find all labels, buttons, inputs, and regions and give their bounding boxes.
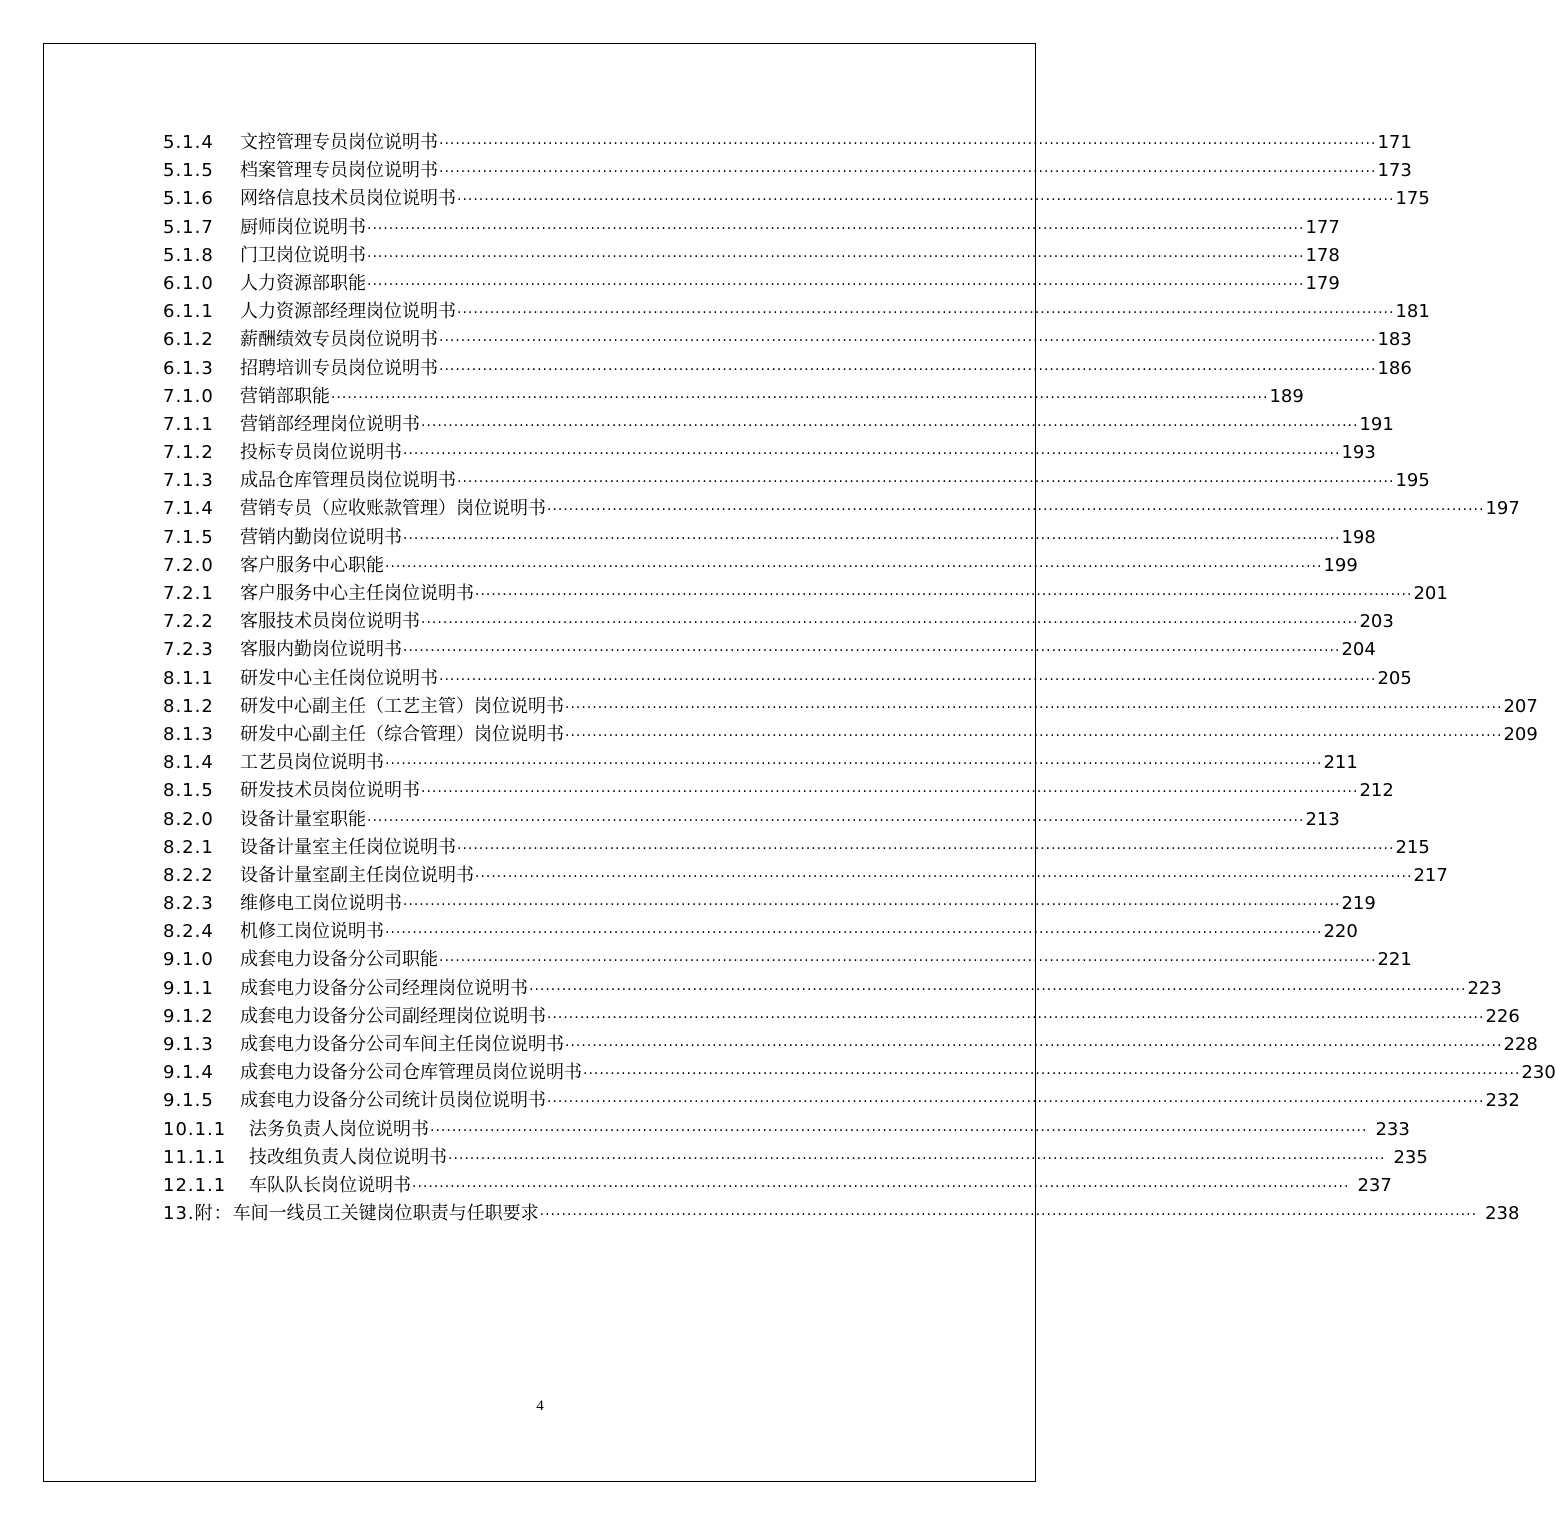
- toc-entry-title: 营销内勤岗位说明书: [240, 526, 402, 548]
- toc-entry[interactable]: [163, 1200, 1520, 1228]
- toc-entry-leader: ············································································································································································: [403, 643, 1341, 660]
- toc-entry-title: 成套电力设备分公司经理岗位说明书: [240, 977, 528, 999]
- toc-entry-number: 6.1.2: [163, 329, 214, 351]
- toc-entry[interactable]: [163, 185, 1430, 213]
- toc-entry-title: 档案管理专员岗位说明书: [240, 160, 438, 182]
- toc-entry[interactable]: [163, 1003, 1520, 1031]
- toc-entry-page: 204: [1341, 639, 1376, 661]
- toc-entry-leader: ············································································································································································: [439, 671, 1377, 688]
- toc-entry-page: 217: [1413, 864, 1448, 886]
- toc-entry-leader: ············································································································································································: [457, 840, 1395, 857]
- toc-entry-title: 成套电力设备分公司仓库管理员岗位说明书: [240, 1062, 582, 1084]
- toc-entry-number: 10.1.1: [163, 1118, 227, 1140]
- toc-entry[interactable]: [163, 1144, 1428, 1172]
- toc-entry-title: 客服技术员岗位说明书: [240, 611, 420, 633]
- toc-entry[interactable]: [163, 890, 1376, 918]
- toc-entry-number: 9.1.0: [163, 949, 214, 971]
- toc-entry-leader: ············································································································································································: [439, 136, 1377, 152]
- toc-entry-number: 13.附：: [163, 1203, 233, 1225]
- toc-entry-page: 197: [1485, 498, 1520, 520]
- toc-entry-page: 171: [1377, 132, 1412, 153]
- toc-entry-number: 7.1.2: [163, 442, 214, 464]
- toc-entry-number: 8.1.5: [163, 780, 214, 802]
- toc-entry-leader: ············································································································································································: [457, 305, 1395, 322]
- toc-entry-page: 226: [1485, 1005, 1520, 1027]
- toc-entry[interactable]: [163, 1031, 1538, 1059]
- toc-entry-number: 9.1.4: [163, 1062, 214, 1084]
- toc-entry-title: 车间一线员工关键岗位职责与任职要求: [232, 1203, 539, 1225]
- toc-entry-title: 营销部经理岗位说明书: [240, 413, 420, 435]
- toc-entry[interactable]: [163, 411, 1394, 439]
- toc-entry-leader: ············································································································································································: [547, 1009, 1485, 1026]
- toc-entry-number: 7.1.0: [163, 385, 214, 407]
- toc-entry-leader: ············································································································································································: [403, 897, 1341, 914]
- toc-entry[interactable]: [163, 298, 1430, 326]
- toc-entry-number: 8.1.2: [163, 695, 214, 717]
- toc-entry-title: 机修工岗位说明书: [240, 921, 384, 943]
- toc-entry-title: 设备计量室副主任岗位说明书: [240, 864, 474, 886]
- toc-entry-title: 客服内勤岗位说明书: [240, 639, 402, 661]
- toc-entry-number: 8.1.1: [163, 667, 214, 689]
- toc-entry-leader: ············································································································································································: [385, 558, 1323, 575]
- toc-entry-page: 207: [1503, 695, 1538, 717]
- toc-entry-leader: ············································································································································································: [448, 1150, 1386, 1167]
- toc-entry-number: 8.2.1: [163, 836, 214, 858]
- toc-entry-page: 181: [1395, 301, 1430, 323]
- toc-entry-leader: ············································································································································································: [565, 1038, 1503, 1054]
- toc-entry-title: 成套电力设备分公司车间主任岗位说明书: [240, 1034, 564, 1055]
- page-number: 4: [536, 1398, 544, 1414]
- toc-entry[interactable]: [163, 693, 1538, 721]
- toc-entry-number: 5.1.8: [163, 244, 214, 266]
- toc-entry-page: 203: [1359, 611, 1394, 633]
- toc-entry[interactable]: [163, 326, 1412, 354]
- toc-entry-number: 5.1.4: [163, 132, 214, 153]
- toc-entry-number: 6.1.3: [163, 357, 214, 379]
- toc-entry-number: 12.1.1: [163, 1174, 227, 1196]
- toc-entry-number: 6.1.1: [163, 301, 214, 323]
- toc-entry-number: 7.2.0: [163, 554, 214, 576]
- toc-entry-title: 车队队长岗位说明书: [249, 1174, 411, 1196]
- toc-entry-number: 7.2.3: [163, 639, 214, 661]
- toc-entry[interactable]: [163, 918, 1358, 946]
- toc-entry-title: 门卫岗位说明书: [240, 244, 366, 266]
- toc-entry-leader: ············································································································································································: [367, 248, 1305, 265]
- toc-entry-leader: ············································································································································································: [565, 699, 1503, 716]
- toc-entry-title: 网络信息技术员岗位说明书: [240, 188, 456, 210]
- toc-entry-page: 235: [1393, 1146, 1428, 1168]
- toc-entry-page: 183: [1377, 329, 1412, 351]
- toc-entry[interactable]: [163, 467, 1430, 495]
- toc-entry[interactable]: [163, 524, 1376, 552]
- toc-entry-title: 成套电力设备分公司统计员岗位说明书: [240, 1090, 546, 1112]
- toc-entry[interactable]: [163, 806, 1340, 834]
- toc-entry-number: 8.2.3: [163, 893, 214, 915]
- toc-entry-number: 8.2.4: [163, 921, 214, 943]
- toc-entry-title: 人力资源部经理岗位说明书: [240, 301, 456, 323]
- toc-entry[interactable]: [163, 636, 1376, 664]
- toc-entry-leader: ············································································································································································: [547, 502, 1485, 519]
- toc-entry-number: 7.1.4: [163, 498, 214, 520]
- toc-entry-leader: ············································································································································································: [421, 417, 1359, 434]
- toc-entry[interactable]: [163, 129, 1412, 157]
- toc-entry-title: 营销专员（应收账款管理）岗位说明书: [240, 498, 546, 520]
- toc-entry[interactable]: [163, 1172, 1392, 1200]
- toc-entry[interactable]: [163, 242, 1340, 270]
- toc-entry-leader: ············································································································································································: [539, 1207, 1478, 1224]
- toc-entry-leader: ············································································································································································: [529, 981, 1467, 998]
- toc-entry-title: 投标专员岗位说明书: [240, 442, 402, 464]
- toc-entry-title: 成套电力设备分公司副经理岗位说明书: [240, 1005, 546, 1027]
- toc-entry-page: 179: [1305, 272, 1340, 294]
- toc-entry-page: 191: [1359, 413, 1394, 435]
- toc-entry-title: 招聘培训专员岗位说明书: [240, 357, 438, 379]
- toc-entry-title: 研发中心主任岗位说明书: [240, 667, 438, 689]
- toc-entry-number: 7.1.5: [163, 526, 214, 548]
- toc-entry-page: 220: [1323, 921, 1358, 943]
- toc-entry[interactable]: [163, 721, 1538, 749]
- toc-entry-leader: ············································································································································································: [331, 389, 1269, 406]
- toc-entry[interactable]: [163, 665, 1412, 693]
- toc-entry-leader: ············································································································································································: [412, 1178, 1350, 1195]
- toc-entry-title: 人力资源部职能: [240, 272, 366, 294]
- toc-entry-leader: ············································································································································································: [367, 220, 1305, 237]
- table-of-contents: [163, 129, 1556, 1228]
- toc-entry[interactable]: [163, 608, 1394, 636]
- toc-entry-number: 9.1.5: [163, 1090, 214, 1112]
- toc-entry[interactable]: [163, 355, 1412, 383]
- toc-entry-title: 技改组负责人岗位说明书: [249, 1146, 447, 1168]
- toc-entry-leader: ············································································································································································: [475, 587, 1413, 603]
- toc-entry-leader: ············································································································································································: [457, 474, 1395, 491]
- toc-entry-leader: ············································································································································································: [439, 361, 1377, 378]
- toc-entry-leader: ············································································································································································: [403, 446, 1341, 463]
- toc-entry[interactable]: [163, 777, 1394, 805]
- toc-entry-number: 9.1.1: [163, 977, 214, 999]
- toc-entry-page: 186: [1377, 357, 1412, 379]
- toc-entry[interactable]: [163, 1116, 1410, 1144]
- toc-entry-page: 223: [1467, 977, 1502, 999]
- toc-entry-number: 7.1.1: [163, 413, 214, 435]
- toc-entry-page: 193: [1341, 442, 1376, 464]
- toc-entry-number: 9.1.3: [163, 1034, 214, 1055]
- toc-entry-page: 189: [1269, 385, 1304, 407]
- toc-entry[interactable]: [163, 214, 1340, 242]
- toc-entry-page: 219: [1341, 893, 1376, 915]
- toc-entry-number: 7.2.2: [163, 611, 214, 633]
- toc-entry-title: 研发中心副主任（综合管理）岗位说明书: [240, 723, 564, 745]
- toc-entry-number: 8.2.0: [163, 808, 214, 830]
- toc-entry-leader: ············································································································································································: [583, 1066, 1521, 1083]
- toc-entry-number: 5.1.5: [163, 160, 214, 182]
- toc-entry[interactable]: [163, 580, 1448, 608]
- toc-entry-number: 6.1.0: [163, 272, 214, 294]
- toc-entry-leader: ············································································································································································: [385, 925, 1323, 942]
- toc-entry-page: 201: [1413, 583, 1448, 604]
- toc-entry[interactable]: [163, 975, 1502, 1003]
- toc-entry[interactable]: [163, 749, 1358, 777]
- toc-entry-title: 法务负责人岗位说明书: [249, 1118, 429, 1140]
- toc-entry[interactable]: [163, 834, 1430, 862]
- toc-entry-leader: ············································································································································································: [439, 953, 1377, 970]
- toc-entry-leader: ············································································································································································: [565, 727, 1503, 744]
- toc-entry-page: 228: [1503, 1034, 1538, 1055]
- toc-entry-title: 成品仓库管理员岗位说明书: [240, 470, 456, 492]
- toc-entry-number: 7.2.1: [163, 583, 214, 604]
- toc-entry-page: 212: [1359, 780, 1394, 802]
- toc-entry[interactable]: [163, 946, 1412, 974]
- toc-entry-number: 11.1.1: [163, 1146, 227, 1168]
- toc-entry-page: 205: [1377, 667, 1412, 689]
- toc-entry-leader: ············································································································································································: [367, 276, 1305, 293]
- toc-entry-title: 设备计量室主任岗位说明书: [240, 836, 456, 858]
- toc-entry-page: 175: [1395, 188, 1430, 210]
- toc-entry-page: 221: [1377, 949, 1412, 971]
- toc-entry-leader: ············································································································································································: [430, 1122, 1368, 1139]
- toc-entry-page: 213: [1305, 808, 1340, 830]
- toc-entry-title: 维修电工岗位说明书: [240, 893, 402, 915]
- toc-entry-page: 173: [1377, 160, 1412, 182]
- toc-entry-title: 厨师岗位说明书: [240, 216, 366, 238]
- toc-entry[interactable]: [163, 157, 1412, 185]
- toc-entry-leader: ············································································································································································: [403, 530, 1341, 547]
- toc-entry-leader: ············································································································································································: [421, 615, 1359, 632]
- toc-entry-leader: ············································································································································································: [367, 812, 1305, 829]
- toc-entry-title: 研发技术员岗位说明书: [240, 780, 420, 802]
- toc-entry-page: 178: [1305, 244, 1340, 266]
- toc-entry-number: 8.2.2: [163, 864, 214, 886]
- toc-entry-page: 232: [1485, 1090, 1520, 1112]
- toc-entry-page: 230: [1521, 1062, 1556, 1084]
- toc-entry-title: 薪酬绩效专员岗位说明书: [240, 329, 438, 351]
- toc-entry-number: 8.1.4: [163, 752, 214, 774]
- toc-entry-number: 5.1.7: [163, 216, 214, 238]
- toc-entry-page: 209: [1503, 723, 1538, 745]
- toc-entry[interactable]: [163, 439, 1376, 467]
- toc-entry[interactable]: [163, 862, 1448, 890]
- toc-entry-number: 7.1.3: [163, 470, 214, 492]
- toc-entry-page: 211: [1323, 752, 1358, 774]
- toc-entry[interactable]: [163, 1087, 1520, 1115]
- toc-entry-page: 198: [1341, 526, 1376, 548]
- toc-entry-leader: ············································································································································································: [439, 333, 1377, 350]
- toc-entry-leader: ············································································································································································: [385, 756, 1323, 773]
- toc-entry[interactable]: [163, 552, 1358, 580]
- toc-entry[interactable]: [163, 495, 1520, 523]
- toc-entry-leader: ············································································································································································: [547, 1094, 1485, 1111]
- toc-entry-page: 199: [1323, 554, 1358, 576]
- toc-entry-title: 营销部职能: [240, 385, 330, 407]
- toc-entry-page: 233: [1375, 1118, 1410, 1140]
- toc-entry-title: 设备计量室职能: [240, 808, 366, 830]
- toc-entry-leader: ············································································································································································: [439, 164, 1377, 181]
- toc-entry-page: 177: [1305, 216, 1340, 238]
- toc-entry-number: 5.1.6: [163, 188, 214, 210]
- toc-entry-page: 238: [1485, 1203, 1520, 1225]
- toc-entry-leader: ············································································································································································: [421, 784, 1359, 801]
- toc-entry-title: 客户服务中心主任岗位说明书: [240, 583, 474, 604]
- toc-entry-number: 9.1.2: [163, 1005, 214, 1027]
- toc-entry[interactable]: [163, 1059, 1556, 1087]
- toc-entry-leader: ············································································································································································: [475, 868, 1413, 885]
- toc-entry-title: 文控管理专员岗位说明书: [240, 132, 438, 153]
- toc-entry-page: 237: [1357, 1174, 1392, 1196]
- toc-entry-leader: ············································································································································································: [457, 192, 1395, 209]
- toc-entry-title: 研发中心副主任（工艺主管）岗位说明书: [240, 695, 564, 717]
- toc-entry-number: 8.1.3: [163, 723, 214, 745]
- toc-entry[interactable]: [163, 383, 1304, 411]
- toc-entry-page: 195: [1395, 470, 1430, 492]
- toc-entry-title: 客户服务中心职能: [240, 554, 384, 576]
- toc-entry-title: 工艺员岗位说明书: [240, 752, 384, 774]
- toc-entry[interactable]: [163, 270, 1340, 298]
- toc-entry-title: 成套电力设备分公司职能: [240, 949, 438, 971]
- toc-entry-page: 215: [1395, 836, 1430, 858]
